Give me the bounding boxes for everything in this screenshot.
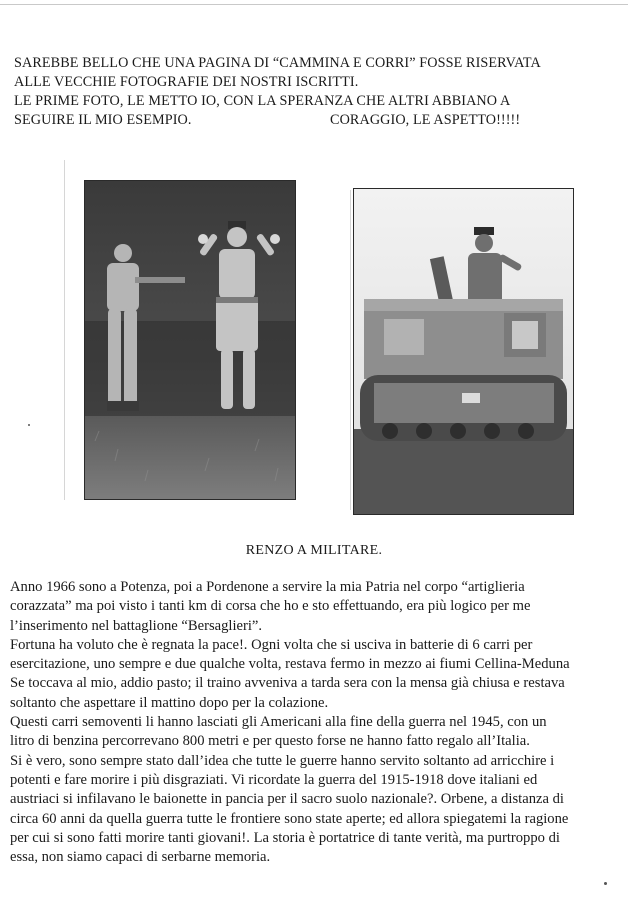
story-line: l’inserimento nel battaglione “Bersaglieri”. <box>10 617 263 634</box>
story-line: potenti e fare morire i più disgraziati. Vi ricordate la guerra del 1915-1918 dove italiani ed <box>10 771 538 788</box>
two-soldiers-illustration <box>85 181 295 499</box>
story-line: Anno 1966 sono a Potenza, poi a Pordenone a servire la mia Patria nel corpo “artiglieria <box>10 579 525 595</box>
scan-top-edge <box>0 4 628 5</box>
scan-speck <box>604 882 607 885</box>
photo-shadow-edge <box>64 160 65 500</box>
intro-line: LE PRIME FOTO, LE METTO IO, CON LA SPERANZA CHE ALTRI ABBIANO A <box>14 93 511 109</box>
story-line: soltanto che aspettare il mattino dopo per la colazione. <box>10 694 329 711</box>
story-line: austriaci si infilavano le baionette in pancia per il sacro suolo nazionale?. Orbene, a distanza di <box>10 791 564 808</box>
story-paragraph <box>10 578 622 867</box>
story-line: essa, non siamo capaci di serbarne memoria. <box>10 849 271 866</box>
intro-paragraph <box>14 54 614 130</box>
story-line: litro di benzina percorrevano 800 metri e per questo forse ne hanno fatto regalo all’Italia. <box>10 733 530 750</box>
photo-shadow-edge <box>350 190 351 510</box>
intro-line: SAREBBE BELLO CHE UNA PAGINA DI “CAMMINA E CORRI” FOSSE RISERVATA <box>14 55 541 71</box>
story-line: Questi carri semoventi li hanno lasciati gli Americani alla fine della guerra nel 1945, con un <box>10 714 547 731</box>
intro-line: ALLE VECCHIE FOTOGRAFIE DEI NOSTRI ISCRITTI. <box>14 74 359 90</box>
intro-line-text: SEGUIRE IL MIO ESEMPIO. <box>14 112 192 128</box>
tank-illustration <box>354 189 573 514</box>
story-line: Si è vero, sono sempre stato dall’idea che tutte le guerre hanno servito soltanto ad arricchire i <box>10 752 555 769</box>
intro-line <box>14 111 614 130</box>
story-line: circa 60 anni da quella guerra tutte le frontiere sono state aperte; ed allora spiegatemi la ragione <box>10 810 569 827</box>
story-line: per cui si sono fatti morire tanti giovani!. La storia è portatrice di tante verità, ma purtroppo di <box>10 829 560 846</box>
story-line: corazzata” ma poi visto i tanti km di corsa che ho e sto effettuando, era più logico per me <box>10 598 531 615</box>
story-line: Se toccava al mio, addio pasto; il traino avveniva a tarda sera con la mensa già chiusa e restava <box>10 675 565 692</box>
scan-speck <box>28 424 30 426</box>
two-soldiers-photo <box>84 180 296 500</box>
photo-caption: RENZO A MILITARE. <box>245 543 383 558</box>
soldier-on-tank-photo <box>353 188 574 515</box>
story-line: esercitazione, uno sempre e due qualche volta, restava fermo in mezzo ai fiumi Cellina-Meduna <box>10 656 570 673</box>
intro-sign-off: CORAGGIO, LE ASPETTO!!!!! <box>330 112 521 128</box>
story-line: Fortuna ha voluto che è regnata la pace!. Ogni volta che si usciva in batterie di 6 carri per <box>10 636 533 653</box>
